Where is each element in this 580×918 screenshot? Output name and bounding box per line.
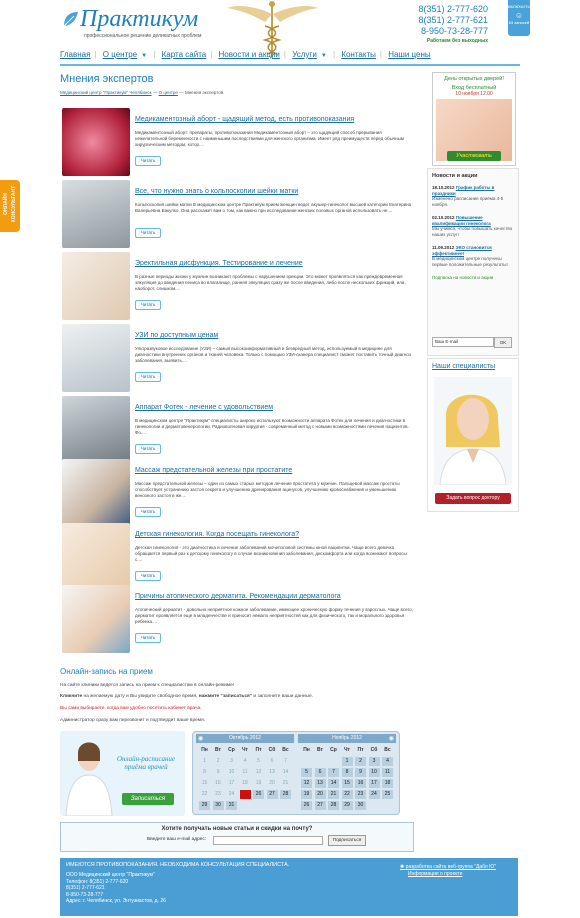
calendar-weekday: Пн (201, 747, 208, 753)
booking-title: Онлайн-запись на прием (60, 667, 153, 676)
specialists-panel (427, 358, 519, 512)
ask-doctor-button[interactable]: Задать вопрос доктору (435, 493, 511, 504)
breadcrumb-home[interactable]: Медицинский центр "Практикум" Челябинск (60, 90, 152, 95)
calendar-day: 9 (216, 769, 220, 775)
calendar-day: 21 (282, 780, 289, 786)
calendar-day: 22 (201, 791, 208, 797)
read-button[interactable]: Читать (135, 571, 161, 581)
calendar-day[interactable]: 9 (355, 768, 366, 777)
calendar-weekday: Пн (303, 747, 310, 753)
calendar-prev-icon[interactable]: ◉ (198, 736, 204, 742)
footer-phone-2: 8(351) 2-777-621 (66, 885, 105, 891)
footer-phone-3: 8-950-73-28-777 (66, 891, 104, 898)
breadcrumb-separator: — (152, 90, 158, 95)
news-item (432, 245, 514, 267)
footer-company: ООО Медицинский центр "Практикум" (66, 872, 155, 878)
appointment-calendar (192, 731, 400, 815)
article-excerpt: В медицинском центре "Практикум" специалисты широко используют возможности аппарата Фотек для лечения и диагностики в гинекологии и дерматовенерологии. Радиоволновая хирургия - современный метод с новыми возможностями лечения пациентов. Фо.... (135, 418, 409, 435)
article-thumbnail[interactable] (62, 523, 130, 591)
news-item (432, 185, 514, 207)
calendar-day: 6 (270, 758, 274, 764)
booking-text-mid: на желаемую дату и Вы увидите свободное время, (82, 694, 199, 699)
calendar-day[interactable]: 25 (382, 790, 393, 799)
nav-services[interactable]: Услуги (292, 50, 317, 59)
news-ok-button[interactable]: OK (494, 337, 512, 348)
calendar-day[interactable]: 18 (382, 779, 393, 788)
calendar-day: 14 (282, 769, 289, 775)
article-thumbnail[interactable] (62, 396, 130, 464)
globe-icon: ✺ (400, 864, 406, 870)
booking-banner[interactable] (60, 731, 185, 816)
calendar-day[interactable]: 27 (315, 801, 326, 810)
nav-about[interactable]: О центре (102, 50, 138, 59)
calendar-day[interactable]: 24 (369, 790, 380, 799)
calendar-day[interactable]: 10 (369, 768, 380, 777)
read-button[interactable]: Читать (135, 228, 161, 238)
calendar-day[interactable]: 31 (226, 801, 237, 810)
calendar-day[interactable]: 29 (199, 801, 210, 810)
nav-news[interactable]: Новости и акции (218, 50, 280, 59)
read-button[interactable]: Читать (135, 372, 161, 382)
calendar-weekday: Вт (215, 747, 221, 753)
read-button[interactable]: Читать (135, 633, 161, 643)
news-date: 02.10.2012 (432, 215, 455, 220)
news-text: В медицинском центре получены первые положительные результаты! (432, 256, 508, 267)
calendar-day: 11 (242, 769, 248, 775)
calendar-day: 24 (228, 791, 235, 797)
article-title[interactable]: Причины атопического дерматита. Рекомендации дерматолога (135, 593, 341, 600)
read-button[interactable]: Читать (135, 156, 161, 166)
article-title[interactable]: Все, что нужно знать о кольпоскопии шейки матки (135, 188, 299, 195)
calendar-weekday: Вс (384, 747, 391, 753)
article-item (60, 180, 415, 250)
calendar-day: 23 (215, 791, 221, 797)
participate-button[interactable]: Участвовать (447, 151, 501, 161)
calendar-day[interactable]: 20 (315, 790, 326, 799)
specialists-title[interactable]: Наши специалисты (432, 363, 496, 370)
calendar-next-icon[interactable]: ◉ (388, 736, 394, 742)
footer-phone-1: Телефон: 8(351) 2-777-620 (66, 878, 129, 885)
calendar-day[interactable]: 4 (382, 757, 393, 766)
booking-callback-note: Администратор сразу вам перезвонит и подтвердит ваше время. (60, 718, 206, 723)
badge-top-text: ВКЛЮЧИТЬ (508, 4, 531, 9)
calendar-day[interactable]: 8 (342, 768, 353, 777)
news-item (432, 215, 514, 237)
calendar-day: 4 (243, 758, 247, 764)
article-excerpt: Атопический дерматит - довольно неприятное кожное заболевание, имеющее хроническую форму течения у взрослых. Чаще всего, дерматит проявляется еще в младенчестве и приносит немало неприятностей как для физического, так и морального здоровья ребенка.... (135, 607, 413, 624)
calendar-day: 17 (228, 780, 235, 786)
calendar-weekday: Ср (228, 747, 235, 753)
nav-prices[interactable]: Наши цены (388, 50, 431, 59)
calendar-day[interactable]: 30 (355, 801, 366, 810)
article-excerpt: Кольпоскопия шейки матки В медицинском центре Практикум прием женщин ведет акушер-гинеколог высшей категории Екатерина Валерьевна Бакулко. Она расскажет вам о том, как важно при исследовании женских половых органов использовать не.... (135, 202, 412, 213)
calendar-day: 8 (203, 769, 206, 775)
article-thumbnail[interactable] (62, 459, 130, 527)
article-excerpt: Детская гинекология - это диагностика и лечение заболеваний мочеполовой системы юной пациентки. Чаще всего девочка обращается первый раз к детскому гинекологу в случае возникновения заболевания, дискомфорта или когда возникают вопросы с.... (135, 545, 407, 562)
calendar-weekday: Чт (344, 747, 350, 753)
article-item (60, 324, 415, 394)
booking-signup-button[interactable]: Записаться (122, 793, 174, 805)
article-item (60, 252, 415, 322)
article-thumbnail[interactable] (62, 324, 130, 392)
article-thumbnail[interactable] (62, 180, 130, 248)
calendar-day[interactable]: 28 (280, 790, 291, 799)
article-item (60, 585, 415, 655)
article-excerpt: Ультразвуковое исследование (УЗИ) – самый высокоинформативный и безвредный метод, используемый в медицине для диагностики внутренних органов и тканей человека. Только с помощью УЗИ-сканера специалист сможет поставить точный диагноз заболевания, выявить.... (135, 346, 411, 363)
calendar-weekday: Чт (242, 747, 248, 753)
calendar-weekday: Сб (268, 747, 276, 753)
calendar-day: 16 (215, 780, 221, 786)
article-thumbnail[interactable] (62, 585, 130, 653)
calendar-day[interactable]: 7 (328, 768, 339, 777)
news-text: Изменено расписание приёма 4-5 ноября. (432, 196, 504, 207)
news-date: 11.09.2012 (432, 245, 455, 250)
promo-line-2: Вход бесплатный (451, 85, 497, 91)
calendar-day[interactable]: 12 (301, 779, 312, 788)
news-panel (427, 168, 519, 356)
calendar-day: 20 (269, 780, 275, 786)
booking-intro: На сайте клиники ведется запись на прием к специалистам в онлайн-режиме! (60, 683, 235, 688)
nav-contacts[interactable]: Контакты (341, 50, 376, 59)
booking-click-bold: Кликните (60, 694, 83, 699)
calendar-day[interactable]: 6 (315, 768, 326, 777)
work-hours: Работаем без выходных (426, 38, 488, 44)
subscribe-box (60, 822, 414, 852)
calendar-weekday: Пт (357, 747, 364, 753)
nav-sitemap[interactable]: Карта сайта (161, 50, 207, 59)
calendar-day: 7 (284, 758, 287, 764)
doctor-photo (434, 377, 512, 485)
calendar-day[interactable]: 23 (355, 790, 366, 799)
news-title: Новости и акции (432, 173, 478, 179)
calendar-day[interactable]: 21 (328, 790, 339, 799)
article-thumbnail[interactable] (62, 108, 130, 176)
calendar-day[interactable]: 26 (301, 801, 312, 810)
receptionist-photo (64, 739, 114, 816)
logo-leaf-icon (62, 10, 80, 28)
calendar-month-october: Октябрь 2012 (196, 734, 294, 743)
calendar-day: 13 (269, 769, 275, 775)
calendar-day[interactable]: 29 (342, 801, 353, 810)
subscribe-question: Хотите получать новые статьи и скидки на почту? (161, 826, 313, 832)
news-email-input[interactable]: Ваш E-mail (432, 337, 494, 347)
calendar-day[interactable]: 26 (253, 790, 264, 799)
calendar-day: 18 (242, 780, 248, 786)
calendar-day[interactable] (240, 790, 251, 799)
developer-link[interactable] (400, 864, 496, 871)
records-badge[interactable] (508, 0, 530, 36)
phone-3[interactable]: 8-950-73-28-777 (420, 26, 488, 36)
page-title: Мнения экспертов (60, 73, 154, 85)
promo-date: 10 ноября 12.00 (455, 91, 493, 97)
calendar-day[interactable]: 1 (342, 757, 353, 766)
booking-text-end: и заполните ваши данные. (252, 694, 313, 699)
subscribe-label: Введите ваш e-mail адрес: (147, 837, 207, 842)
calendar-day[interactable]: 2 (355, 757, 366, 766)
calendar-day[interactable]: 19 (301, 790, 312, 799)
article-thumbnail[interactable] (62, 252, 130, 320)
breadcrumb-about[interactable]: О центре (158, 90, 178, 95)
article-excerpt: Массаж предстательной железы – один из самых старых методов лечения простатита у мужчин. Пальцевой массаж простаты способствует устранению застоя секрета и улучшению дренирования ацинусов, улучшению кровоснабжения и уменьшению венозного застоя в же.... (135, 481, 400, 498)
calendar-day[interactable]: 17 (369, 779, 380, 788)
calendar-day[interactable]: 11 (382, 768, 393, 777)
subscribe-email-input[interactable] (213, 836, 323, 845)
logo-subtitle: профессиональное решение деликатных проблем (84, 33, 202, 39)
calendar-day[interactable]: 30 (213, 801, 224, 810)
article-title[interactable]: Медикаментозный аборт - щадящий метод, есть противопоказания (135, 116, 355, 123)
calendar-weekday: Пт (255, 747, 262, 753)
breadcrumb (60, 90, 223, 95)
article-item (60, 523, 415, 593)
breadcrumb-current: Мнения экспертов (184, 90, 224, 95)
news-text: Мы учимся, чтобы повышать качество наших услуг! (432, 226, 513, 237)
calendar-weekday: Ср (330, 747, 337, 753)
footer-address: Адрес: г. Челябинск, ул. Энтузиастов, д. 26 (66, 898, 166, 904)
calendar-day[interactable]: 22 (342, 790, 353, 799)
project-info-link[interactable]: Информация о проекте (408, 871, 463, 877)
booking-choice-note: Вы сами выбираете, когда вам удобно посетить кабинет врача. (60, 706, 202, 711)
news-date: 18.10.2012 (432, 185, 455, 190)
read-button[interactable]: Читать (135, 444, 161, 454)
calendar-day[interactable]: 13 (315, 779, 326, 788)
footer (60, 858, 518, 916)
calendar-day[interactable]: 15 (342, 779, 353, 788)
phone-2[interactable]: 8(351) 2-777-621 (418, 15, 488, 25)
news-link[interactable]: ЭКО становится эффективнее! (432, 245, 492, 256)
calendar-day: 3 (230, 758, 233, 764)
calendar-day: 2 (216, 758, 220, 764)
article-item (60, 459, 415, 529)
header-phones (418, 4, 488, 45)
footer-links (400, 864, 496, 878)
calendar-day: 15 (201, 780, 208, 786)
calendar-day[interactable]: 5 (301, 768, 312, 777)
article-item (60, 108, 415, 178)
online-consultant-label: ОНЛАЙН КОНСУЛЬТАНТ (3, 185, 17, 223)
calendar-day: 10 (228, 769, 235, 775)
footer-warning: ИМЕЮТСЯ ПРОТИВОПОКАЗАНИЯ. НЕОБХОДИМА КОНСУЛЬТАЦИЯ СПЕЦИАЛИСТА. (66, 862, 290, 868)
calendar-weekday: Вт (317, 747, 323, 753)
phone-1[interactable]: 8(351) 2-777-620 (418, 4, 488, 14)
badge-bottom-text: 63 записей (508, 20, 530, 25)
news-subscribe-label: Подписка на новости и акции (432, 275, 494, 280)
booking-banner-text: Онлайн-расписание приёма врачей (116, 755, 176, 771)
calendar-day[interactable]: 16 (355, 779, 366, 788)
calendar-day: 19 (255, 780, 262, 786)
calendar-day[interactable]: 28 (328, 801, 339, 810)
calendar-day: 5 (257, 758, 260, 764)
calendar-day[interactable]: 27 (267, 790, 278, 799)
article-title[interactable]: Детская гинекология. Когда посещать гинеколога? (135, 531, 300, 538)
logo-title[interactable]: Практикум (80, 6, 199, 32)
online-consultant-tab[interactable] (0, 180, 20, 232)
article-title[interactable]: Массаж предстательной железы при простатите (135, 467, 293, 474)
promo-line-1: День открытых дверей! (444, 76, 504, 82)
article-title[interactable]: Эректильная дисфункция. Тестирование и лечение (135, 260, 303, 267)
calendar-weekday: Вс (282, 747, 289, 753)
article-excerpt: Медикаментозный аборт: препараты, противопоказания Медикаментозный аборт – это щадящий способ прерывания нежелательной беременности с наименьшим последствиями для женского организма. Имеет ряд преимуществ перед обычным хирургическим методом, котор.... (135, 130, 404, 147)
article-title[interactable]: УЗИ по доступным ценам (135, 332, 219, 339)
read-button[interactable]: Читать (135, 507, 161, 517)
subscribe-button[interactable]: Подписаться (328, 835, 366, 846)
person-icon: ☺ (514, 11, 524, 20)
calendar-day[interactable]: 3 (369, 757, 380, 766)
nav-home[interactable]: Главная (60, 50, 91, 59)
developer-link-text: разработка сайта веб-группа "Дабл Ю" (405, 864, 496, 870)
breadcrumb-separator: — (179, 90, 184, 95)
news-link[interactable]: График работы в праздники (432, 185, 495, 196)
calendar-weekday: Сб (370, 747, 378, 753)
read-button[interactable]: Читать (135, 300, 161, 310)
chevron-down-icon[interactable]: ▼ (141, 53, 148, 59)
footer-contacts (66, 872, 166, 905)
article-excerpt: В разные периоды жизни у мужчин возникают проблемы с нарушением эрекции. Это может проявляться как преждевременная эякуляция до введения пениса во влагалище, ранняя эякуляция сразу же после введения, либо после нескольких фрикций, или, наоборот, слишком.... (135, 274, 406, 291)
booking-signup-bold: нажмите "записаться" (198, 694, 253, 699)
main-nav: Главная | О центре ▼ | Карта сайта | Новости и акции | Услуги ▼ | Контакты | Наши цены (60, 50, 520, 66)
calendar-day: 12 (255, 769, 262, 775)
booking-instructions (60, 694, 420, 699)
calendar-day[interactable]: 14 (328, 779, 339, 788)
calendar-day: 1 (203, 758, 206, 764)
chevron-down-icon[interactable]: ▼ (320, 53, 327, 59)
calendar-month-november: Ноябрь 2012 (298, 734, 396, 743)
news-link[interactable]: Повышение квалификации гинеколога (432, 215, 491, 226)
open-day-promo[interactable] (432, 72, 516, 166)
article-item (60, 396, 415, 466)
article-title[interactable]: Аппарат Фотек - лечение с удовольствием (135, 404, 274, 411)
